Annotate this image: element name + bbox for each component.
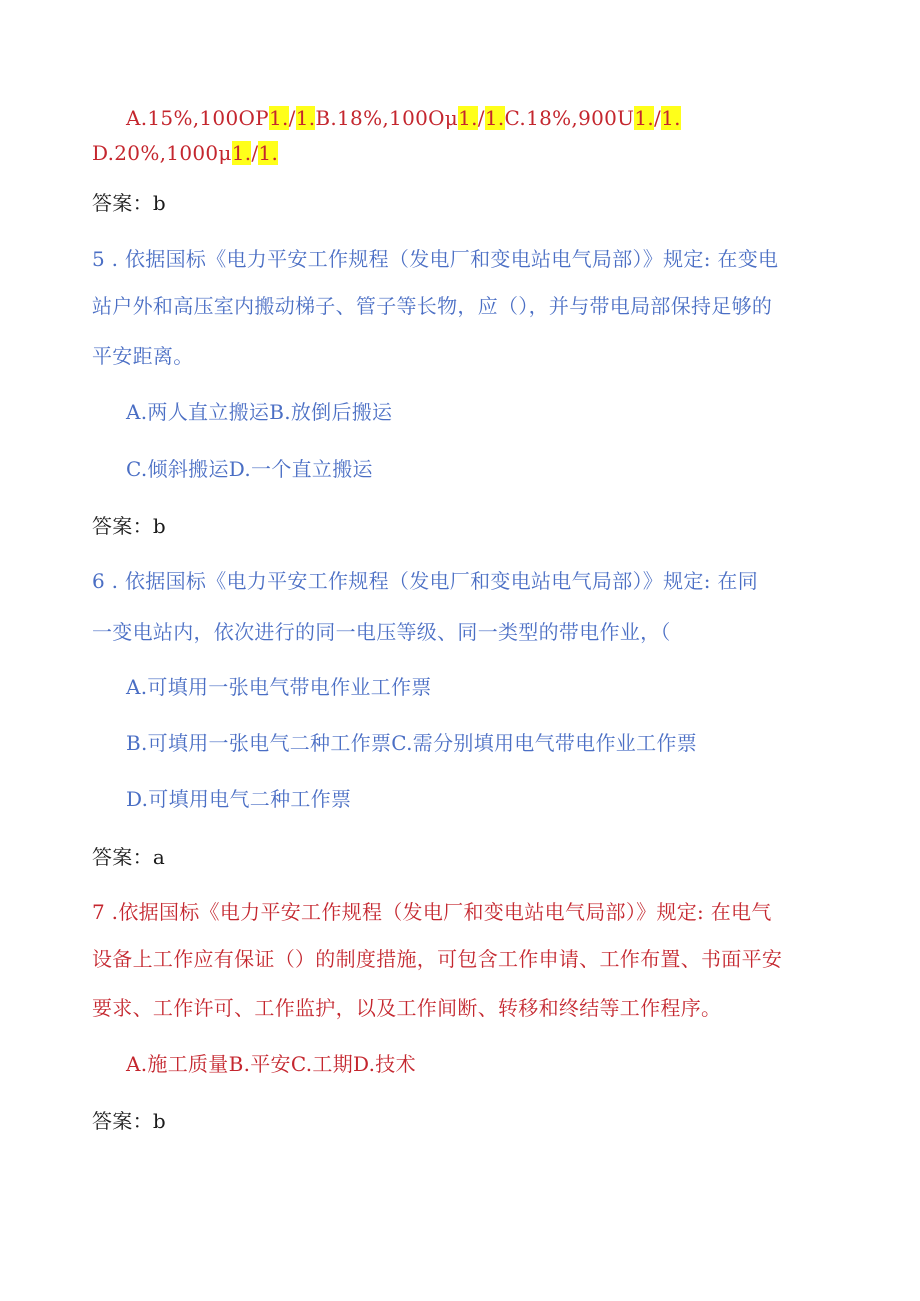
highlighted-text: 1. [295,106,316,130]
q5-answer: 答案：b [92,514,167,538]
q5-option-ab: A.两人直立搬运B.放倒后搬运 [126,400,393,424]
highlighted-text: 1. [231,141,252,165]
option-text: D.20%,1000μ [92,141,232,165]
option-text: B.18%,100Oμ [315,106,459,130]
q5-stem-line-1: 5 . 依据国标《电力平安工作规程（发电厂和变电站电气局部）》规定: 在变电 [92,247,779,271]
q5-stem-line-2: 站户外和高压室内搬动梯子、管子等长物，应（），并与带电局部保持足够的 [92,294,773,318]
highlighted-text: 1. [268,106,289,130]
q5-stem-line-3: 平安距离。 [92,344,194,368]
q6-option-d: D.可填用电气二种工作票 [126,787,352,811]
option-text: A.15%,100OP [126,106,269,130]
option-text: / [288,106,296,130]
option-text: C.18%,900U [504,106,635,130]
q7-stem-line-2: 设备上工作应有保证（）的制度措施，可包含工作申请、工作布置、书面平安 [92,947,783,971]
highlighted-text: 1. [458,106,478,130]
q7-stem-line-3: 要求、工作许可、工作监护，以及工作间断、转移和终结等工作程序。 [92,996,722,1020]
highlighted-text: 1. [258,141,279,165]
q7-stem-line-1: 7 .依据国标《电力平安工作规程（发电厂和变电站电气局部）》规定: 在电气 [92,900,772,924]
q4-option-line-1 [126,104,681,132]
option-text: / [477,106,485,130]
option-text: / [654,106,662,130]
highlighted-text: 1. [634,106,655,130]
q4-answer: 答案：b [92,191,167,215]
highlighted-text: 1. [661,106,681,130]
q7-options: A.施工质量B.平安C.工期D.技术 [126,1052,416,1076]
q6-option-a: A.可填用一张电气带电作业工作票 [126,675,432,699]
q6-option-bc: B.可填用一张电气二种工作票C.需分别填用电气带电作业工作票 [126,731,698,755]
q6-stem-line-2: 一变电站内，依次进行的同一电压等级、同一类型的带电作业，（ [92,620,671,644]
highlighted-text: 1. [484,106,505,130]
q7-answer: 答案：b [92,1109,167,1133]
q5-option-cd: C.倾斜搬运D.一个直立搬运 [126,457,373,481]
option-text: / [251,141,259,165]
q6-stem-line-1: 6 . 依据国标《电力平安工作规程（发电厂和变电站电气局部）》规定: 在同 [92,569,758,593]
q6-answer: 答案：a [92,845,166,869]
q4-option-line-2 [92,139,278,167]
